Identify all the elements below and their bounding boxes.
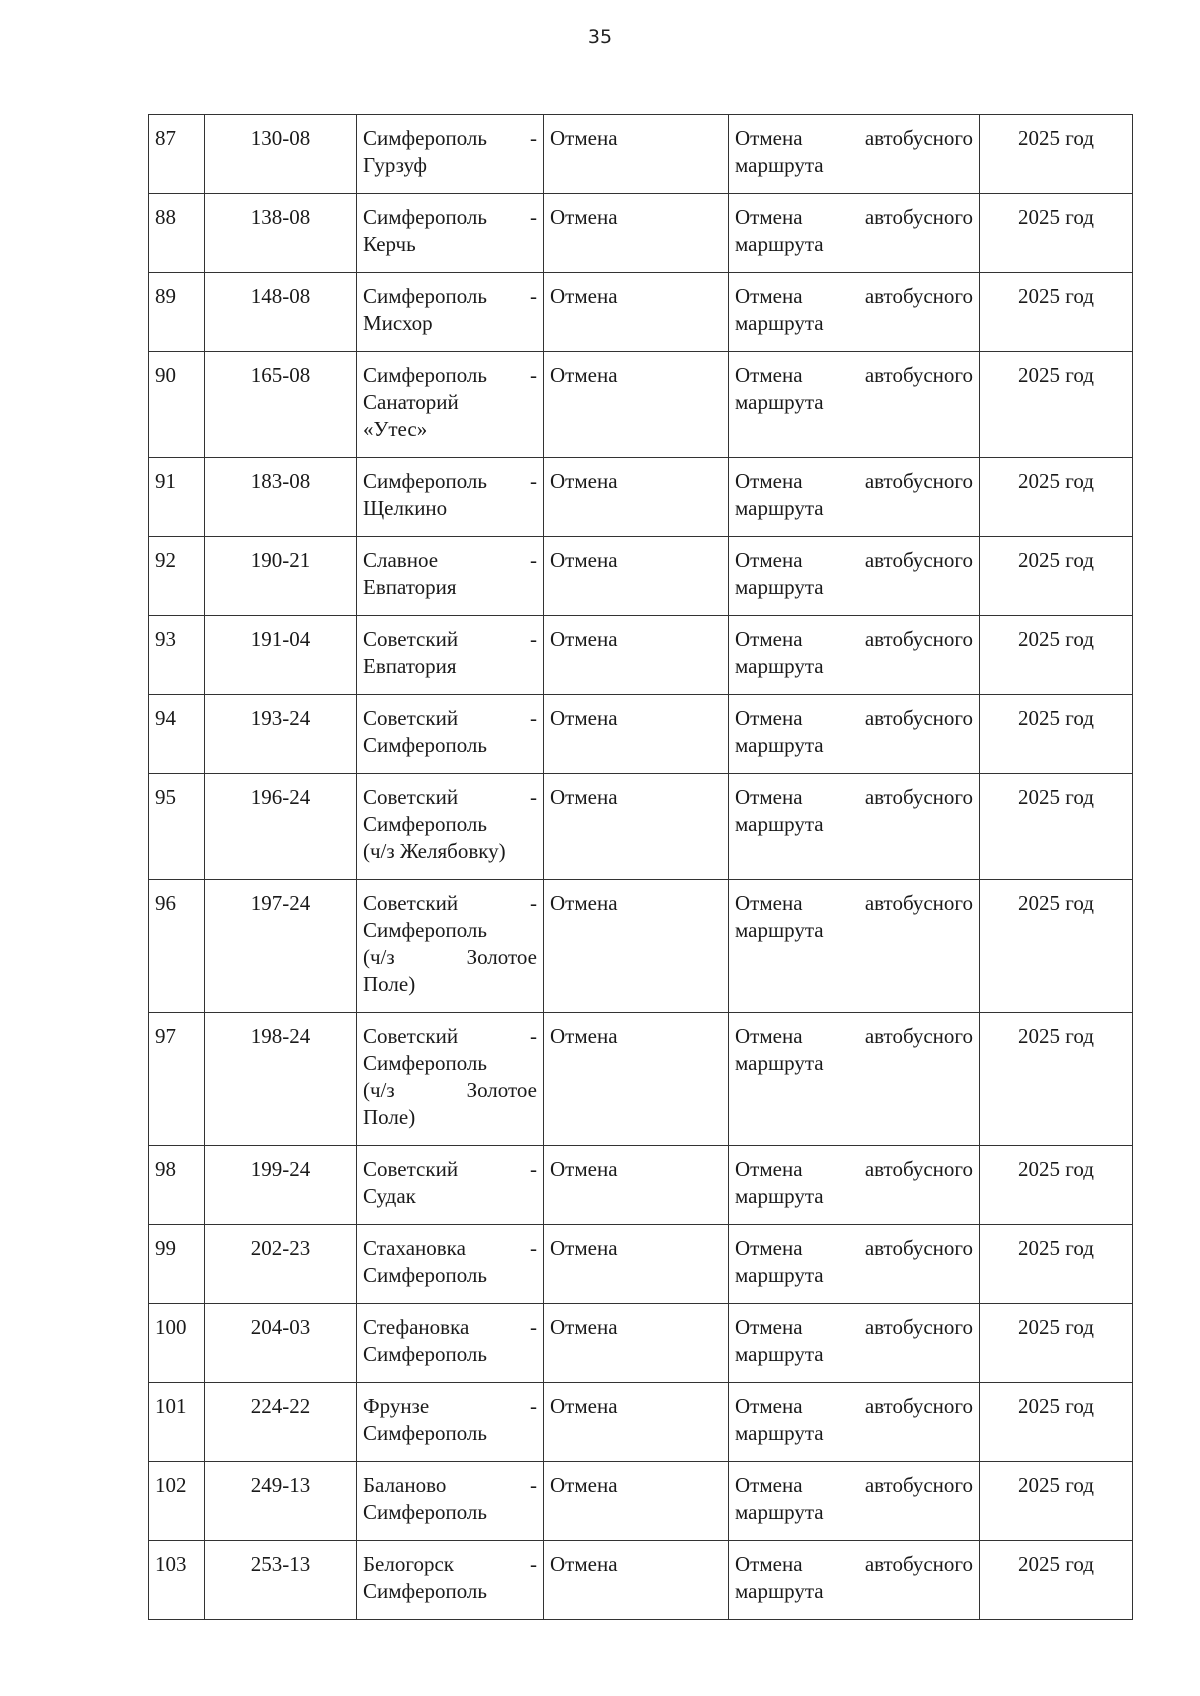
route-name-word: Стефановка [363,1315,470,1339]
route-name-line [363,1235,537,1262]
route-name-word: (ч/з [363,1078,395,1102]
row-number: 90 [149,352,205,458]
description-line [735,1314,973,1341]
route-name-word: - [530,1473,537,1497]
description-word: Отмена [735,469,803,493]
description-word: Отмена [735,1552,803,1576]
year-cell: 2025 год [980,774,1133,880]
description-word: Отмена [735,1315,803,1339]
description-line: маршрута [735,1051,824,1075]
row-number: 97 [149,1013,205,1146]
route-name [357,774,544,880]
route-name-word: - [530,891,537,915]
route-name-line [363,283,537,310]
row-number: 103 [149,1541,205,1620]
route-name-line [363,784,537,811]
description-word: автобусного [864,284,973,308]
route-name-line [363,362,537,389]
table-row [149,352,1133,458]
description-line: маршрута [735,311,824,335]
route-name [357,1225,544,1304]
row-number: 98 [149,1146,205,1225]
route-name-line [363,1420,537,1447]
table-row [149,1462,1133,1541]
page-number: 35 [587,26,613,48]
description-line: маршрута [735,1421,824,1445]
action-cell: Отмена [544,537,729,616]
route-code: 198-24 [205,1013,357,1146]
route-name-word: Баланово [363,1473,447,1497]
route-name-line [363,626,537,653]
route-name-line [363,944,537,971]
route-name-word: Щелкино [363,496,448,520]
description-word: автобусного [864,205,973,229]
action-cell: Отмена [544,1013,729,1146]
action-cell: Отмена [544,1462,729,1541]
description-word: Отмена [735,205,803,229]
action-cell: Отмена [544,352,729,458]
row-number: 89 [149,273,205,352]
route-name-word: - [530,785,537,809]
table-row [149,1146,1133,1225]
description-cell [729,1383,980,1462]
description-cell [729,352,980,458]
route-name-word: - [530,1157,537,1181]
description-cell [729,115,980,194]
row-number: 96 [149,880,205,1013]
route-name-word: - [530,1315,537,1339]
route-code: 165-08 [205,352,357,458]
table-row [149,616,1133,695]
description-line: маршрута [735,390,824,414]
row-number: 102 [149,1462,205,1541]
route-code: 193-24 [205,695,357,774]
route-name-word: Симферополь [363,469,487,493]
route-name-word: Симферополь [363,284,487,308]
route-name-line [363,152,537,179]
description-word: Отмена [735,284,803,308]
route-name-word: - [530,363,537,387]
description-line [735,1551,973,1578]
route-name [357,1383,544,1462]
route-name-word: Советский [363,627,459,651]
route-name-line [363,1393,537,1420]
description-line: маршрута [735,232,824,256]
year-cell: 2025 год [980,458,1133,537]
route-name-word: Золотое [466,1078,537,1102]
year-cell: 2025 год [980,1225,1133,1304]
route-name-word: Симферополь [363,363,487,387]
route-name-word: Советский [363,891,459,915]
route-code: 190-21 [205,537,357,616]
description-line: маршрута [735,1500,824,1524]
route-name-word: Поле) [363,1105,416,1129]
route-name-word: - [530,706,537,730]
route-name-word: - [530,205,537,229]
route-code: 191-04 [205,616,357,695]
year-cell: 2025 год [980,695,1133,774]
route-name [357,1462,544,1541]
description-word: Отмена [735,363,803,387]
description-word: автобусного [864,363,973,387]
route-name-word: - [530,1394,537,1418]
route-name-line [363,389,537,416]
action-cell: Отмена [544,194,729,273]
route-name-line [363,574,537,601]
description-line [735,1156,973,1183]
route-name [357,537,544,616]
route-name-line [363,495,537,522]
description-word: автобусного [864,627,973,651]
description-line: маршрута [735,654,824,678]
year-cell: 2025 год [980,194,1133,273]
year-cell: 2025 год [980,616,1133,695]
year-cell: 2025 год [980,1383,1133,1462]
route-name-line [363,1023,537,1050]
route-name [357,1304,544,1383]
route-code: 204-03 [205,1304,357,1383]
route-name-word: - [530,1236,537,1260]
route-name-word: Симферополь [363,1342,487,1366]
row-number: 99 [149,1225,205,1304]
route-name-line [363,1314,537,1341]
route-name-word: Славное [363,548,439,572]
route-name-word: Санаторий [363,390,459,414]
route-name-word: Симферополь [363,1051,487,1075]
route-name-word: Фрунзе [363,1394,430,1418]
description-line [735,547,973,574]
route-name-line [363,1499,537,1526]
year-cell: 2025 год [980,537,1133,616]
route-name-line [363,1551,537,1578]
year-cell: 2025 год [980,1146,1133,1225]
route-name-word: (ч/з [363,945,395,969]
table-row [149,1225,1133,1304]
table-row [149,194,1133,273]
description-word: Отмена [735,1236,803,1260]
routes-table-body [149,115,1133,1620]
route-name-word: - [530,1552,537,1576]
action-cell: Отмена [544,1383,729,1462]
table-row [149,458,1133,537]
route-name-word: Симферополь [363,126,487,150]
row-number: 101 [149,1383,205,1462]
route-name-line [363,1050,537,1077]
route-name-line [363,917,537,944]
description-line: маршрута [735,1342,824,1366]
description-line [735,1393,973,1420]
route-name-word: - [530,548,537,572]
description-word: Отмена [735,627,803,651]
description-line [735,362,973,389]
description-word: автобусного [864,469,973,493]
description-cell [729,1146,980,1225]
description-word: автобусного [864,891,973,915]
route-name-word: Золотое [466,945,537,969]
description-line [735,125,973,152]
description-line: маршрута [735,1184,824,1208]
description-word: автобусного [864,785,973,809]
route-name-line [363,890,537,917]
description-cell [729,880,980,1013]
description-line: маршрута [735,1263,824,1287]
route-name [357,458,544,537]
route-name-word: - [530,469,537,493]
route-name-line [363,416,537,443]
row-number: 95 [149,774,205,880]
description-cell [729,458,980,537]
description-word: Отмена [735,1157,803,1181]
description-line [735,784,973,811]
description-line [735,283,973,310]
route-name-word: - [530,284,537,308]
description-line [735,204,973,231]
route-name-word: Советский [363,1157,459,1181]
route-code: 224-22 [205,1383,357,1462]
route-code: 199-24 [205,1146,357,1225]
description-cell [729,273,980,352]
description-line: маршрута [735,1579,824,1603]
year-cell: 2025 год [980,1541,1133,1620]
table-row [149,1383,1133,1462]
row-number: 91 [149,458,205,537]
route-name-line [363,204,537,231]
action-cell: Отмена [544,1304,729,1383]
description-line: маршрута [735,575,824,599]
description-line [735,1235,973,1262]
route-name-word: Симферополь [363,733,487,757]
route-name-word: - [530,1024,537,1048]
route-name-word: Симферополь [363,1579,487,1603]
route-name-line [363,732,537,759]
action-cell: Отмена [544,774,729,880]
route-name-line [363,971,537,998]
description-cell [729,774,980,880]
route-name-word: Симферополь [363,918,487,942]
description-word: Отмена [735,548,803,572]
description-line [735,705,973,732]
route-code: 183-08 [205,458,357,537]
description-word: Отмена [735,1024,803,1048]
route-code: 197-24 [205,880,357,1013]
description-cell [729,1541,980,1620]
table-row [149,774,1133,880]
description-word: Отмена [735,785,803,809]
route-name-word: Белогорск [363,1552,454,1576]
row-number: 94 [149,695,205,774]
action-cell: Отмена [544,115,729,194]
description-line: маршрута [735,733,824,757]
description-cell [729,1013,980,1146]
description-word: Отмена [735,891,803,915]
description-line [735,890,973,917]
route-name-word: Симферополь [363,1500,487,1524]
route-name-line [363,1077,537,1104]
table-row [149,1541,1133,1620]
route-name-line [363,1156,537,1183]
action-cell: Отмена [544,880,729,1013]
route-name-line [363,1472,537,1499]
action-cell: Отмена [544,458,729,537]
table-row [149,115,1133,194]
table-row [149,880,1133,1013]
description-line: маршрута [735,812,824,836]
route-name-line [363,125,537,152]
route-code: 196-24 [205,774,357,880]
description-cell [729,695,980,774]
row-number: 93 [149,616,205,695]
description-word: автобусного [864,1157,973,1181]
description-word: Отмена [735,1473,803,1497]
route-name-line [363,1262,537,1289]
route-name-line [363,1104,537,1131]
route-name-word: «Утес» [363,417,428,441]
route-name-word: Симферополь [363,205,487,229]
route-code: 138-08 [205,194,357,273]
route-name-line [363,547,537,574]
description-line: маршрута [735,153,824,177]
route-name-word: Симферополь [363,1421,487,1445]
description-cell [729,616,980,695]
route-name-line [363,653,537,680]
action-cell: Отмена [544,616,729,695]
row-number: 100 [149,1304,205,1383]
route-name-line [363,231,537,258]
route-name-word: Стахановка [363,1236,466,1260]
description-word: автобусного [864,1024,973,1048]
description-word: автобусного [864,1394,973,1418]
route-name-word: (ч/з Желябовку) [363,839,506,863]
route-name-line [363,811,537,838]
route-name [357,1013,544,1146]
route-name-word: Евпатория [363,654,457,678]
route-name-word: Судак [363,1184,416,1208]
description-word: Отмена [735,126,803,150]
description-cell [729,1462,980,1541]
description-line: маршрута [735,496,824,520]
route-name [357,115,544,194]
action-cell: Отмена [544,273,729,352]
description-cell [729,1225,980,1304]
route-name [357,695,544,774]
action-cell: Отмена [544,1146,729,1225]
action-cell: Отмена [544,1225,729,1304]
description-line [735,626,973,653]
route-name-line [363,705,537,732]
year-cell: 2025 год [980,1013,1133,1146]
route-code: 148-08 [205,273,357,352]
year-cell: 2025 год [980,1304,1133,1383]
route-name-line [363,468,537,495]
table-row [149,1304,1133,1383]
description-line [735,1023,973,1050]
route-name-word: Советский [363,785,459,809]
route-name [357,1146,544,1225]
year-cell: 2025 год [980,273,1133,352]
description-line: маршрута [735,918,824,942]
description-word: автобусного [864,548,973,572]
route-name-word: Гурзуф [363,153,428,177]
description-word: автобусного [864,706,973,730]
description-cell [729,1304,980,1383]
year-cell: 2025 год [980,1462,1133,1541]
description-word: автобусного [864,1315,973,1339]
route-code: 249-13 [205,1462,357,1541]
route-name-word: Мисхор [363,311,433,335]
description-word: автобусного [864,126,973,150]
description-line [735,1472,973,1499]
table-row [149,537,1133,616]
row-number: 87 [149,115,205,194]
route-name-word: Керчь [363,232,416,256]
row-number: 92 [149,537,205,616]
route-name [357,194,544,273]
table-row [149,695,1133,774]
route-name-word: Советский [363,1024,459,1048]
route-name-line [363,838,537,865]
action-cell: Отмена [544,695,729,774]
route-name-line [363,310,537,337]
table-row [149,273,1133,352]
route-name-line [363,1578,537,1605]
routes-table [148,114,1133,1620]
route-name-word: Поле) [363,972,416,996]
description-cell [729,194,980,273]
year-cell: 2025 год [980,115,1133,194]
description-word: Отмена [735,706,803,730]
year-cell: 2025 год [980,352,1133,458]
route-name-word: - [530,126,537,150]
route-name [357,1541,544,1620]
route-name [357,616,544,695]
description-word: Отмена [735,1394,803,1418]
route-name-line [363,1183,537,1210]
route-name-word: Советский [363,706,459,730]
description-cell [729,537,980,616]
year-cell: 2025 год [980,880,1133,1013]
route-name-line [363,1341,537,1368]
route-name-word: Симферополь [363,1263,487,1287]
route-code: 130-08 [205,115,357,194]
description-word: автобусного [864,1552,973,1576]
description-word: автобусного [864,1473,973,1497]
route-code: 253-13 [205,1541,357,1620]
table-row [149,1013,1133,1146]
route-name-word: Симферополь [363,812,487,836]
action-cell: Отмена [544,1541,729,1620]
route-name [357,273,544,352]
route-name [357,880,544,1013]
row-number: 88 [149,194,205,273]
route-code: 202-23 [205,1225,357,1304]
route-name-word: - [530,627,537,651]
route-name-word: Евпатория [363,575,457,599]
description-line [735,468,973,495]
description-word: автобусного [864,1236,973,1260]
route-name [357,352,544,458]
